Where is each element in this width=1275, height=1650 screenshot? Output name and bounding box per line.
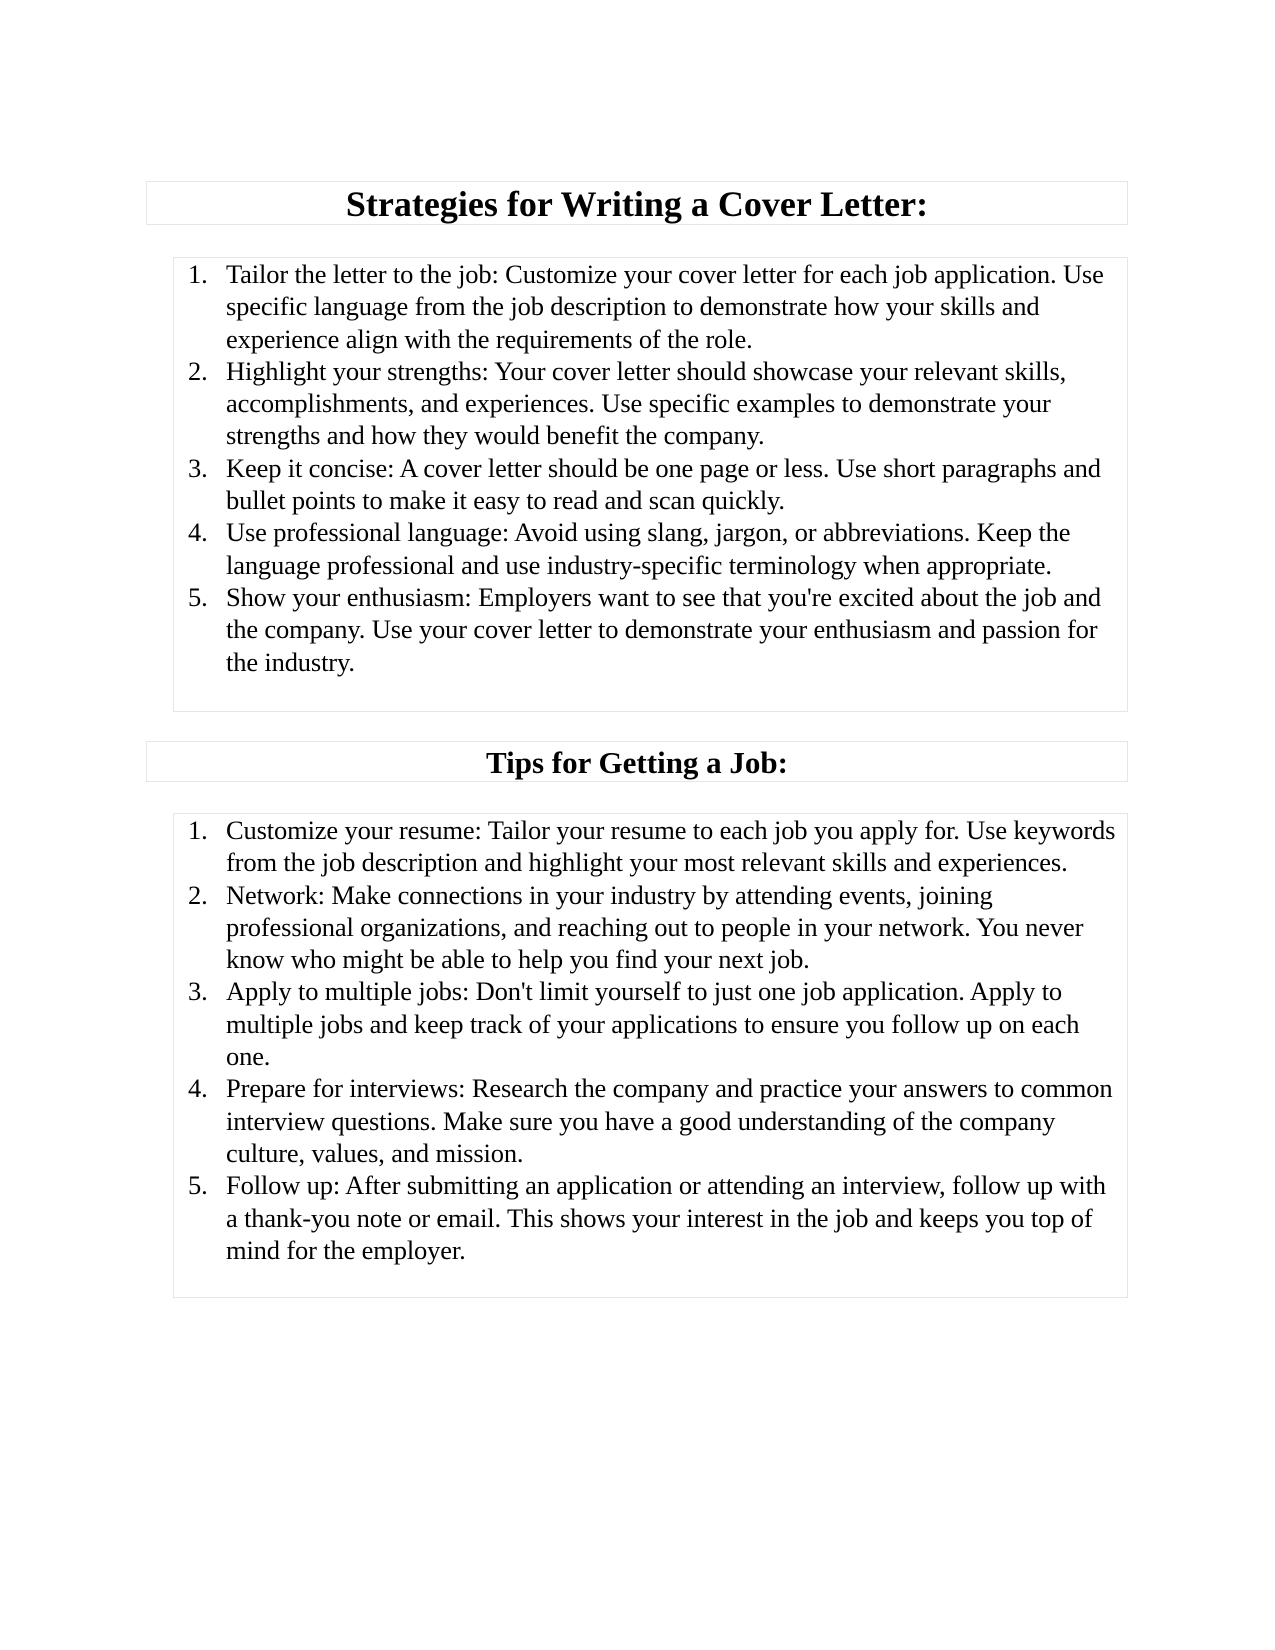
list-item	[174, 1169, 1127, 1266]
item-text: Show your enthusiasm: Employers want to see that you're excited about the job and the company. Use your cover letter to demonstrate your enthusiasm and passion for the industry.	[226, 581, 1102, 677]
item-number: 2.	[188, 879, 208, 910]
item-number: 5.	[188, 1170, 208, 1201]
list-item	[174, 1072, 1127, 1169]
item-number: 1.	[188, 815, 208, 845]
item-text: Prepare for interviews: Research the company and practice your answers to common interview questions. Make sure you have a good understanding of the company culture, values, and mission.	[226, 1073, 1113, 1168]
job-tips-list	[173, 813, 1128, 1298]
list-item	[174, 879, 1127, 976]
item-text: Use professional language: Avoid using slang, jargon, or abbreviations. Keep the language professional and use industry-specific terminology when appropriate.	[226, 517, 1071, 580]
item-number: 3.	[188, 976, 208, 1007]
item-text: Tailor the letter to the job: Customize your cover letter for each job application. Use specific language from the job description to demonstrate how your skills and experience align with the requirements of the role.	[226, 259, 1104, 354]
list-item	[174, 516, 1127, 581]
item-text: Keep it concise: A cover letter should be one page or less. Use short paragraphs and bullet points to make it easy to read and scan quickly.	[226, 452, 1101, 516]
item-number: 1.	[188, 259, 208, 289]
item-number: 5.	[188, 581, 208, 612]
section-title-job-tips	[146, 741, 1128, 782]
heading-text: Strategies for Writing a Cover Letter:	[345, 184, 929, 224]
list-item	[174, 581, 1127, 678]
list-item	[174, 975, 1127, 1072]
section-title-cover-letter	[146, 181, 1128, 225]
list-item	[174, 355, 1127, 452]
item-text: Customize your resume: Tailor your resume to each job you apply for. Use keywords from the job description and highlight your most relevant skills and experiences.	[226, 815, 1116, 878]
item-text: Network: Make connections in your industry by attending events, joining professional organizations, and reaching out to people in your network. You never know who might be able to help you find your next job.	[226, 879, 1084, 975]
list-item	[174, 452, 1127, 517]
heading-text: Tips for Getting a Job:	[486, 745, 788, 780]
cover-letter-strategies-list	[173, 257, 1128, 712]
list-item	[174, 258, 1127, 355]
item-number: 4.	[188, 517, 208, 548]
item-number: 4.	[188, 1073, 208, 1104]
item-text: Apply to multiple jobs: Don't limit yourself to just one job application. Apply to multiple jobs and keep track of your applications to ensure you follow up on each one.	[226, 976, 1080, 1072]
item-number: 3.	[188, 452, 208, 483]
item-number: 2.	[188, 355, 208, 386]
item-text: Highlight your strengths: Your cover letter should showcase your relevant skills, accomplishments, and experiences. Use specific examples to demonstrate your strengths and how they would benefit the company.	[226, 355, 1067, 451]
list-item	[174, 814, 1127, 879]
item-text: Follow up: After submitting an application or attending an interview, follow up with a thank-you note or email. This shows your interest in the job and keeps you top of mind for the employer.	[226, 1170, 1106, 1265]
